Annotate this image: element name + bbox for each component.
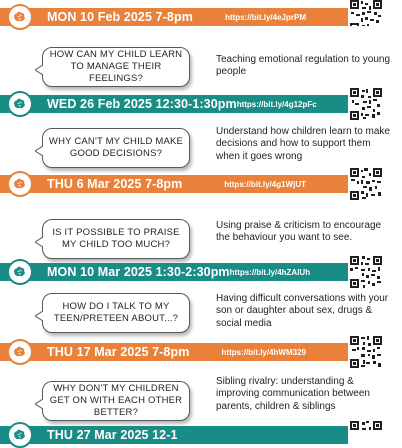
session-date: WED 26 Feb 2025 12:30-1:30pm (47, 97, 237, 111)
question-bubble (42, 293, 190, 333)
session-date: THU 17 Mar 2025 7-8pm (47, 345, 190, 359)
session-date-bar (0, 8, 348, 26)
question-bubble (42, 381, 190, 421)
qr-code[interactable] (350, 88, 382, 120)
session-date-bar (0, 426, 348, 444)
question-bubble (42, 128, 190, 168)
session-link[interactable]: https://bit.ly/4hZAlUh (229, 267, 311, 277)
question-bubble (42, 219, 190, 259)
brain-icon (7, 91, 33, 117)
session-link[interactable]: https://bit.ly/4g1WjUT (224, 179, 306, 189)
qr-code[interactable] (350, 336, 382, 368)
question-text: WHY DON'T MY CHILDREN GET ON WITH EACH OTHER BETTER? (49, 383, 183, 418)
brain-icon (7, 4, 33, 30)
session-description: Having difficult conversations with your son or daughter about sex, drugs & social media (216, 293, 389, 329)
brain-icon (7, 171, 33, 197)
question-text: IS IT POSSIBLE TO PRAISE MY CHILD TOO MUCH? (52, 227, 180, 250)
session-date-bar (0, 343, 348, 361)
session-link[interactable]: https://bit.ly/4eJprPM (225, 12, 306, 22)
session-date-bar (0, 175, 348, 193)
brain-icon (7, 422, 33, 448)
qr-code[interactable] (350, 421, 382, 433)
session-date: THU 27 Mar 2025 12-1 (47, 428, 178, 442)
session-link[interactable]: https://bit.ly/4hWM329 (221, 347, 306, 357)
brain-icon (7, 339, 33, 365)
qr-code[interactable] (350, 168, 382, 200)
question-text: HOW CAN MY CHILD LEARN TO MANAGE THEIR FEELINGS? (49, 49, 183, 84)
session-date: MON 10 Mar 2025 1:30-2:30pm (47, 265, 230, 279)
brain-icon (7, 259, 33, 285)
question-text: WHY CAN'T MY CHILD MAKE GOOD DECISIONS? (48, 136, 184, 159)
session-link[interactable]: https://bit.ly/4g12pFc (236, 99, 317, 109)
question-text: HOW DO I TALK TO MY TEEN/PRETEEN ABOUT...? (53, 301, 179, 324)
session-date: MON 10 Feb 2025 7-8pm (47, 10, 193, 24)
session-description: Sibling rivalry: understanding & improving communication between parents, children & siblings (216, 376, 370, 412)
qr-code[interactable] (350, 256, 382, 288)
session-description: Understand how children learn to make decisions and how to support them when it goes wrong (216, 126, 390, 162)
session-date-bar (0, 263, 348, 281)
question-bubble (42, 47, 190, 87)
session-date: THU 6 Mar 2025 7-8pm (47, 177, 183, 191)
qr-code[interactable] (350, 0, 382, 26)
session-description: Teaching emotional regulation to young people (216, 54, 391, 78)
session-date-bar (0, 95, 348, 113)
session-description: Using praise & criticism to encourage the behaviour you want to see. (216, 220, 382, 244)
